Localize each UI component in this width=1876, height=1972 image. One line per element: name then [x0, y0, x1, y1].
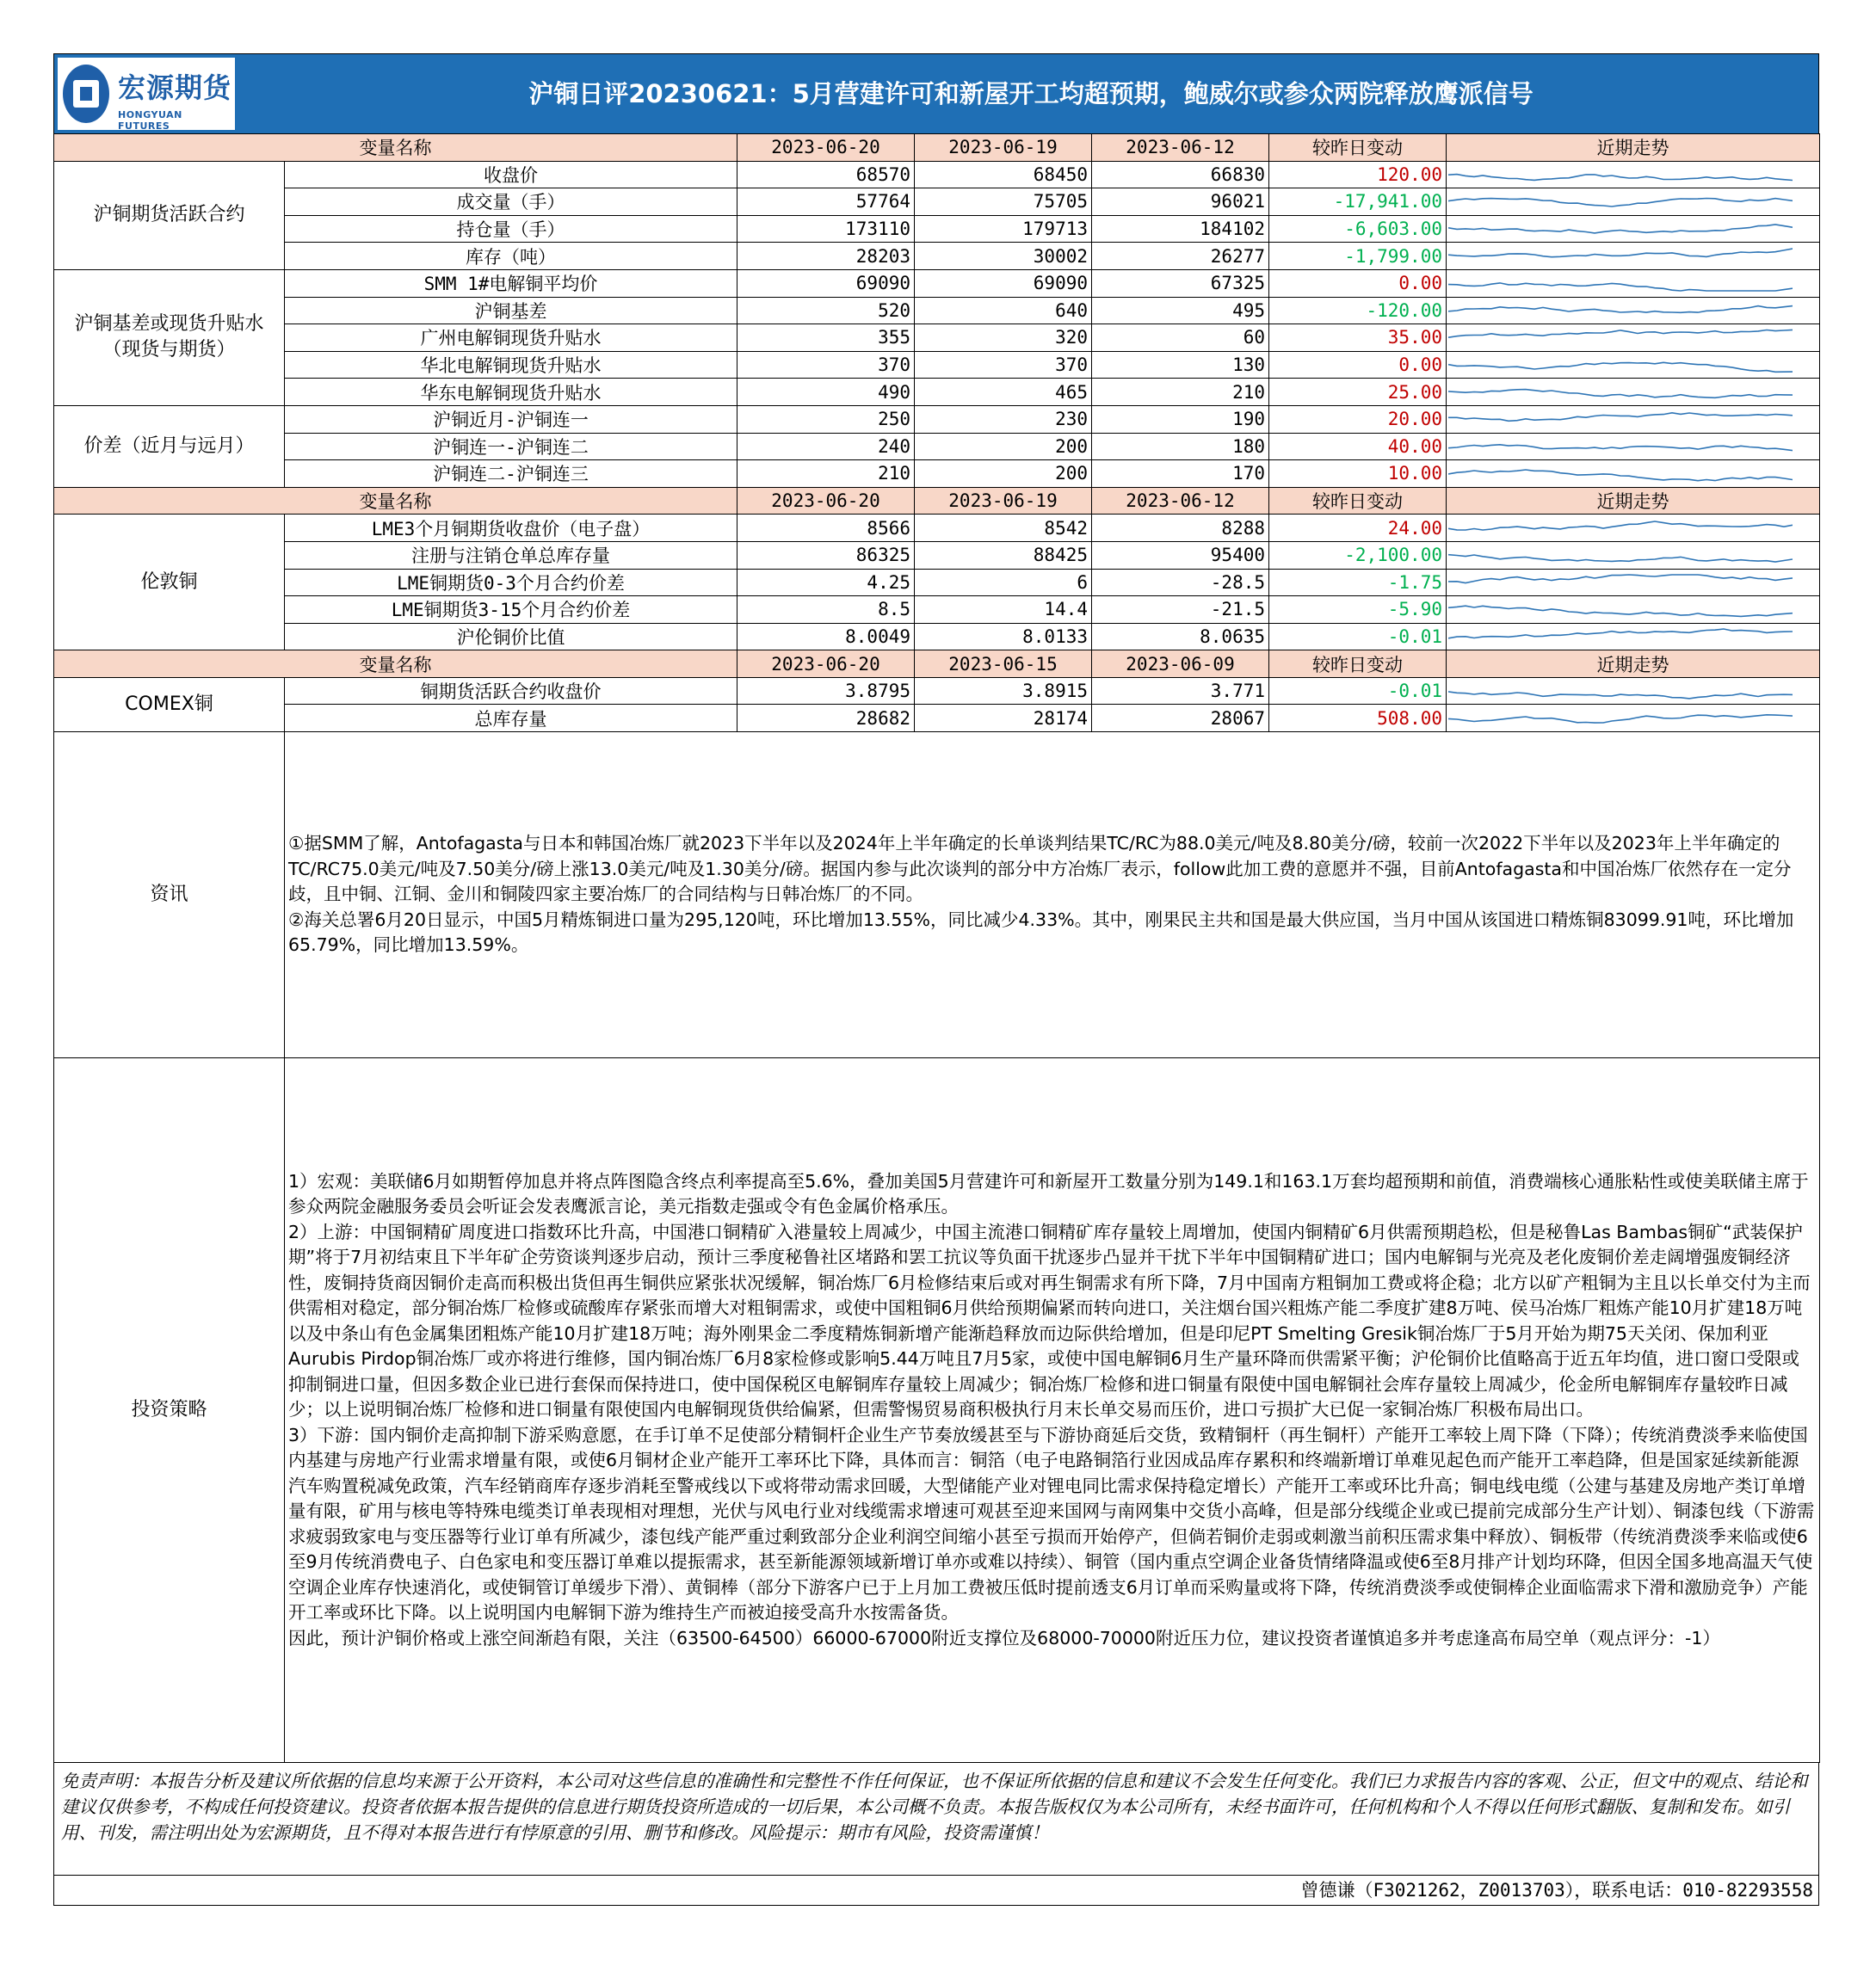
value-cell: 210	[1092, 379, 1269, 406]
value-cell: 490	[737, 379, 915, 406]
sparkline-line	[1448, 607, 1793, 617]
trend-sparkline	[1447, 243, 1820, 270]
sparkline-line	[1448, 629, 1793, 638]
change-cell: 0.00	[1269, 351, 1447, 379]
value-cell: 355	[737, 324, 915, 352]
table-row	[54, 705, 1820, 732]
logo-en-text: HONGYUAN FUTURES	[118, 109, 182, 132]
value-cell: 8.0133	[915, 623, 1092, 650]
value-cell: 26277	[1092, 243, 1269, 270]
value-cell: 370	[915, 351, 1092, 379]
change-cell: -1.75	[1269, 569, 1447, 596]
trend-sparkline	[1447, 569, 1820, 596]
trend-sparkline	[1447, 515, 1820, 542]
value-cell: 3.8915	[915, 677, 1092, 705]
change-cell: -0.01	[1269, 623, 1447, 650]
header-cell: 变量名称	[54, 650, 737, 678]
disclaimer: 免责声明：本报告分析及建议所依据的信息均来源于公开资料，本公司对这些信息的准确性和完整性不作任何保证，也不保证所依据的信息和建议不会发生任何变化。我们已力求报告内容的客观、公正，但文中的观点、结论和建议仅供参考，不构成任何投资建议。投资者依据本报告提供的信息进行期货投资所造成的一切后果，本公司概不负责。本报告版权仅为本公司所有，未经书面许可，任何机构和个人不得以任何形式翻版、复制和发布。如引用、刊发，需注明出处为宏源期货，且不得对本报告进行有悖原意的引用、删节和修改。风险提示：期市有风险，投资需谨慎！	[53, 1763, 1819, 1876]
value-cell: 3.771	[1092, 677, 1269, 705]
value-cell: 28174	[915, 705, 1092, 732]
sparkline-chart	[1448, 381, 1793, 404]
value-cell: 190	[1092, 405, 1269, 433]
variable-name: 成交量（手）	[285, 188, 737, 216]
sparkline-line	[1448, 199, 1793, 207]
sparkline-line	[1448, 283, 1793, 291]
value-cell: -21.5	[1092, 596, 1269, 624]
sparkline-chart	[1448, 435, 1793, 458]
trend-sparkline	[1447, 215, 1820, 243]
header-cell: 近期走势	[1447, 487, 1820, 515]
logo-mark-icon	[63, 65, 109, 123]
sparkline-chart	[1448, 299, 1793, 322]
value-cell: 28203	[737, 243, 915, 270]
change-cell: 508.00	[1269, 705, 1447, 732]
value-cell: 96021	[1092, 188, 1269, 216]
group-name: COMEX铜	[54, 677, 285, 731]
header-cell: 2023-06-20	[737, 487, 915, 515]
trend-sparkline	[1447, 405, 1820, 433]
strategy-content	[285, 1058, 1820, 1763]
change-cell: 40.00	[1269, 433, 1447, 460]
news-content	[285, 732, 1820, 1058]
header-cell: 2023-06-09	[1092, 650, 1269, 678]
trend-sparkline	[1447, 161, 1820, 188]
variable-name: 库存（吨）	[285, 243, 737, 270]
change-cell: -2,100.00	[1269, 541, 1447, 569]
table-row	[54, 515, 1820, 542]
trend-sparkline	[1447, 324, 1820, 352]
value-cell: 8288	[1092, 515, 1269, 542]
change-cell: -5.90	[1269, 596, 1447, 624]
change-cell: -1,799.00	[1269, 243, 1447, 270]
value-cell: 173110	[737, 215, 915, 243]
table-row	[54, 677, 1820, 705]
table-row	[54, 324, 1820, 352]
variable-name: LME3个月铜期货收盘价（电子盘）	[285, 515, 737, 542]
text-table	[53, 732, 1820, 1763]
strategy-paragraph: 因此，预计沪铜价格或上涨空间渐趋有限，关注（63500-64500）66000-67000附近支撑位及68000-70000附近压力位，建议投资者谨慎追多并考虑逢高布局空单（观点评分：-1）	[288, 1627, 1720, 1648]
trend-sparkline	[1447, 188, 1820, 216]
value-cell: 28682	[737, 705, 915, 732]
sparkline-line	[1448, 413, 1793, 422]
strategy-label: 投资策略	[54, 1058, 285, 1763]
value-cell: 240	[737, 433, 915, 460]
variable-name: 注册与注销仓单总库存量	[285, 541, 737, 569]
table-row	[54, 243, 1820, 270]
sparkline-line	[1448, 389, 1793, 397]
sparkline-chart	[1448, 544, 1793, 566]
variable-name: SMM 1#电解铜平均价	[285, 269, 737, 297]
variable-name: LME铜期货3-15个月合约价差	[285, 596, 737, 624]
sparkline-chart	[1448, 462, 1793, 484]
table-row	[54, 161, 1820, 188]
value-cell: 520	[737, 297, 915, 324]
header-cell: 2023-06-12	[1092, 134, 1269, 162]
table-row	[54, 569, 1820, 596]
report-title: 沪铜日评20230621：5月营建许可和新屋开工均超预期，鲍威尔或参众两院释放鹰派信号	[528, 79, 1534, 108]
header-cell: 变量名称	[54, 134, 737, 162]
header-cell: 2023-06-20	[737, 134, 915, 162]
trend-sparkline	[1447, 677, 1820, 705]
sparkline-line	[1448, 445, 1793, 451]
change-cell: 35.00	[1269, 324, 1447, 352]
value-cell: -28.5	[1092, 569, 1269, 596]
sparkline-chart	[1448, 326, 1793, 348]
value-cell: 640	[915, 297, 1092, 324]
value-cell: 130	[1092, 351, 1269, 379]
sparkline-line	[1448, 330, 1793, 338]
change-cell: -6,603.00	[1269, 215, 1447, 243]
change-cell: -120.00	[1269, 297, 1447, 324]
change-cell: 0.00	[1269, 269, 1447, 297]
trend-sparkline	[1447, 297, 1820, 324]
header-cell: 较昨日变动	[1269, 134, 1447, 162]
table-row	[54, 215, 1820, 243]
table-row	[54, 297, 1820, 324]
trend-sparkline	[1447, 269, 1820, 297]
market-data-table	[53, 133, 1820, 732]
value-cell: 8566	[737, 515, 915, 542]
value-cell: 180	[1092, 433, 1269, 460]
group-name: 伦敦铜	[54, 515, 285, 650]
value-cell: 68450	[915, 161, 1092, 188]
sparkline-chart	[1448, 272, 1793, 294]
value-cell: 320	[915, 324, 1092, 352]
table-row	[54, 623, 1820, 650]
value-cell: 67325	[1092, 269, 1269, 297]
value-cell: 250	[737, 405, 915, 433]
table-row	[54, 433, 1820, 460]
variable-name: 收盘价	[285, 161, 737, 188]
variable-name: 沪伦铜价比值	[285, 623, 737, 650]
title-banner	[53, 53, 1819, 133]
sparkline-line	[1448, 174, 1793, 180]
sparkline-line	[1448, 305, 1793, 312]
sparkline-chart	[1448, 190, 1793, 213]
value-cell: 68570	[737, 161, 915, 188]
value-cell: 210	[737, 460, 915, 488]
value-cell: 3.8795	[737, 677, 915, 705]
header-cell: 2023-06-20	[737, 650, 915, 678]
value-cell: 8542	[915, 515, 1092, 542]
hongyuan-logo	[58, 58, 235, 130]
value-cell: 4.25	[737, 569, 915, 596]
header-cell: 近期走势	[1447, 650, 1820, 678]
variable-name: 持仓量（手）	[285, 215, 737, 243]
value-cell: 69090	[915, 269, 1092, 297]
table-row	[54, 460, 1820, 488]
report	[53, 53, 1819, 1906]
news-label: 资讯	[54, 732, 285, 1058]
change-cell: 25.00	[1269, 379, 1447, 406]
table-row	[54, 351, 1820, 379]
sparkline-chart	[1448, 571, 1793, 594]
trend-sparkline	[1447, 623, 1820, 650]
change-cell: 20.00	[1269, 405, 1447, 433]
group-name: 沪铜期货活跃合约	[54, 161, 285, 269]
sparkline-line	[1448, 362, 1793, 372]
sparkline-line	[1448, 225, 1793, 233]
value-cell: 28067	[1092, 705, 1269, 732]
sparkline-line	[1448, 575, 1793, 583]
value-cell: 6	[915, 569, 1092, 596]
news-paragraph: ②海关总署6月20日显示，中国5月精炼铜进口量为295,120吨，环比增加13.55%，同比减少4.33%。其中，刚果民主共和国是最大供应国，当月中国从该国进口精炼铜83099.91吨，环比增加65.79%，同比增加13.59%。	[288, 909, 1794, 956]
sparkline-line	[1448, 249, 1793, 257]
table-header-row	[54, 650, 1820, 678]
sparkline-chart	[1448, 517, 1793, 539]
table-row	[54, 541, 1820, 569]
value-cell: 495	[1092, 297, 1269, 324]
sparkline-chart	[1448, 354, 1793, 376]
sparkline-chart	[1448, 598, 1793, 620]
sparkline-chart	[1448, 218, 1793, 240]
change-cell: 10.00	[1269, 460, 1447, 488]
variable-name: 华北电解铜现货升贴水	[285, 351, 737, 379]
variable-name: 铜期货活跃合约收盘价	[285, 677, 737, 705]
value-cell: 8.5	[737, 596, 915, 624]
variable-name: LME铜期货0-3个月合约价差	[285, 569, 737, 596]
value-cell: 75705	[915, 188, 1092, 216]
variable-name: 沪铜连二-沪铜连三	[285, 460, 737, 488]
sparkline-line	[1448, 470, 1793, 481]
value-cell: 200	[915, 460, 1092, 488]
sparkline-line	[1448, 715, 1793, 723]
strategy-paragraph: 3）下游：国内铜价走高抑制下游采购意愿，在手订单不足使部分精铜杆企业生产节奏放缓甚至与下游协商延后交货，致精铜杆（再生铜杆）产能开工率较上周下降（下降）；传统消费淡季来临使国内基建与房地产行业需求增量有限，或使6月铜材企业产能开工率环比下降，具体而言：铜箔（电子电路铜箔行业因成品库存累积和终端新增订单难见起色而产能开工率趋降，但是国家延续新能源汽车购置税减免政策，汽车经销商库存逐步消耗至警戒线以下或将带动需求回暖，大型储能产业对锂电同比需求保持稳定增长）产能开工率或环比升高；铜电线电缆（公建与基建及房地产类订单增量有限，矿用与核电等特殊电缆类订单表现相对理想，光伏与风电行业对线缆需求增速可观甚至迎来国网与南网集中交货小高峰，但是部分线缆企业或已提前完成部分生产计划）、铜漆包线（下游需求疲弱致家电与变压器等行业订单有所减少，漆包线产能严重过剩致部分企业利润空间缩小甚至亏损而开始停产，但倘若铜价走弱或刺激当前积压需求集中释放）、铜板带（传统消费淡季来临或使6至9月传统消费电子、白色家电和变压器订单难以提振需求，甚至新能源领域新增订单亦或难以持续）、铜管（国内重点空调企业备货情绪降温或使6至8月排产计划均环降，但因全国多地高温天气使空调企业库存快速消化，或使铜管订单缓步下滑）、黄铜棒（部分下游客户已于上月加工费被压低时提前透支6月订单而采购量或将下降，传统消费淡季或使铜棒企业面临需求下滑和激励竞争）产能开工率或环比下降。以上说明国内电解铜下游为维持生产而被迫接受高升水按需备货。	[288, 1424, 1815, 1624]
header-cell: 2023-06-19	[915, 134, 1092, 162]
value-cell: 14.4	[915, 596, 1092, 624]
variable-name: 沪铜近月-沪铜连一	[285, 405, 737, 433]
change-cell: -0.01	[1269, 677, 1447, 705]
value-cell: 86325	[737, 541, 915, 569]
table-row	[54, 269, 1820, 297]
value-cell: 370	[737, 351, 915, 379]
header-cell: 2023-06-15	[915, 650, 1092, 678]
table-header-row	[54, 134, 1820, 162]
trend-sparkline	[1447, 379, 1820, 406]
sparkline-line	[1448, 692, 1793, 699]
variable-name: 广州电解铜现货升贴水	[285, 324, 737, 352]
variable-name: 沪铜连一-沪铜连二	[285, 433, 737, 460]
trend-sparkline	[1447, 433, 1820, 460]
trend-sparkline	[1447, 460, 1820, 488]
trend-sparkline	[1447, 351, 1820, 379]
change-cell: 24.00	[1269, 515, 1447, 542]
header-cell: 较昨日变动	[1269, 487, 1447, 515]
value-cell: 200	[915, 433, 1092, 460]
sparkline-chart	[1448, 707, 1793, 730]
table-row	[54, 405, 1820, 433]
value-cell: 60	[1092, 324, 1269, 352]
logo-cn-text: 宏源期货	[118, 71, 232, 104]
value-cell: 184102	[1092, 215, 1269, 243]
trend-sparkline	[1447, 705, 1820, 732]
sparkline-chart	[1448, 625, 1793, 648]
strategy-paragraph: 1）宏观：美联储6月如期暂停加息并将点阵图隐含终点利率提高至5.6%，叠加美国5月营建许可和新屋开工数量分别为149.1和163.1万套均超预期和前值，消费端核心通胀粘性或使美联储主席于参众两院金融服务委员会听证会发表鹰派言论，美元指数走强或令有色金属价格承压。	[288, 1170, 1809, 1217]
analyst-contact: 曾德谦（F3021262，Z0013703），联系电话：010-82293558	[53, 1876, 1819, 1906]
header-cell: 2023-06-19	[915, 487, 1092, 515]
header-cell: 较昨日变动	[1269, 650, 1447, 678]
variable-name: 华东电解铜现货升贴水	[285, 379, 737, 406]
variable-name: 总库存量	[285, 705, 737, 732]
sparkline-line	[1448, 555, 1793, 562]
strategy-paragraph: 2）上游：中国铜精矿周度进口指数环比升高，中国港口铜精矿入港量较上周减少，中国主流港口铜精矿库存量较上周增加，使国内铜精矿6月供需预期趋松，但是秘鲁Las Bambas铜矿“武装保护期”将于7月初结束且下半年矿企劳资谈判逐步启动，预计三季度秘鲁社区堵路和罢工抗议等负面干扰逐步凸显并干扰下半年中国铜精矿进口；国内电解铜与光亮及老化废铜价差走阔增强废铜经济性，废铜持货商因铜价走高而积极出货但再生铜供应紧张状况缓解，铜冶炼厂6月检修结束后或对再生铜需求有所下降，7月中国南方粗铜加工费或将企稳；北方以矿产粗铜为主且以长单交付为主而供需相对稳定，部分铜冶炼厂检修或硫酸库存紧张而增大对粗铜需求，或使中国粗铜6月供给预期偏紧而转向进口，关注烟台国兴粗炼产能二季度扩建8万吨、侯马冶炼厂粗炼产能10月扩建18万吨以及中条山有色金属集团粗炼产能10月扩建18万吨；海外刚果金二季度精炼铜新增产能渐趋释放而边际供给增加，但是印尼PT Smelting Gresik铜冶炼厂于5月开始为期75天关闭、保加利亚Aurubis Pirdop铜冶炼厂或亦将进行维修，国内铜冶炼厂6月8家检修或影响5.44万吨且7月5家，或使中国电解铜6月生产量环降而供需紧平衡；沪伦铜价比值略高于近五年均值，进口窗口受限或抑制铜进口量，但因多数企业已进行套保而保持进口，使中国保税区电解铜库存量较上周减少；铜冶炼厂检修和进口铜量有限使中国电解铜社会库存量较上周减少，伦金所电解铜库存量较昨日减少；以上说明铜冶炼厂检修和进口铜量有限使国内电解铜现货供给偏紧，但需警惕贸易商积极执行月末长单交易而压价，进口亏损扩大已促一家铜冶炼厂积极布局出口。	[288, 1221, 1811, 1420]
sparkline-chart	[1448, 245, 1793, 268]
value-cell: 170	[1092, 460, 1269, 488]
group-name: 价差（近月与远月）	[54, 405, 285, 487]
value-cell: 8.0049	[737, 623, 915, 650]
trend-sparkline	[1447, 541, 1820, 569]
header-cell: 近期走势	[1447, 134, 1820, 162]
value-cell: 57764	[737, 188, 915, 216]
table-row	[54, 379, 1820, 406]
group-name: 沪铜基差或现货升贴水（现货与期货）	[54, 269, 285, 405]
news-paragraph: ①据SMM了解，Antofagasta与日本和韩国冶炼厂就2023下半年以及2024年上半年确定的长单谈判结果TC/RC为88.0美元/吨及8.80美分/磅，较前一次2022下半年以及2023年上半年确定的TC/RC75.0美元/吨及7.50美分/磅上涨13.0美元/吨及1.30美分/磅。据国内参与此次谈判的部分中方冶炼厂表示，follow此加工费的意愿并不强，目前Antofagasta和中国冶炼厂依然存在一定分歧，且中铜、江铜、金川和铜陵四家主要冶炼厂的合同结构与日韩冶炼厂的不同。	[288, 833, 1792, 905]
sparkline-line	[1448, 521, 1793, 530]
table-row	[54, 596, 1820, 624]
table-header-row	[54, 487, 1820, 515]
value-cell: 465	[915, 379, 1092, 406]
value-cell: 66830	[1092, 161, 1269, 188]
sparkline-chart	[1448, 408, 1793, 430]
header-cell: 变量名称	[54, 487, 737, 515]
value-cell: 95400	[1092, 541, 1269, 569]
value-cell: 30002	[915, 243, 1092, 270]
header-cell: 2023-06-12	[1092, 487, 1269, 515]
trend-sparkline	[1447, 596, 1820, 624]
change-cell: -17,941.00	[1269, 188, 1447, 216]
sparkline-chart	[1448, 163, 1793, 186]
value-cell: 88425	[915, 541, 1092, 569]
change-cell: 120.00	[1269, 161, 1447, 188]
value-cell: 230	[915, 405, 1092, 433]
value-cell: 8.0635	[1092, 623, 1269, 650]
value-cell: 69090	[737, 269, 915, 297]
variable-name: 沪铜基差	[285, 297, 737, 324]
value-cell: 179713	[915, 215, 1092, 243]
table-row	[54, 188, 1820, 216]
sparkline-chart	[1448, 680, 1793, 702]
